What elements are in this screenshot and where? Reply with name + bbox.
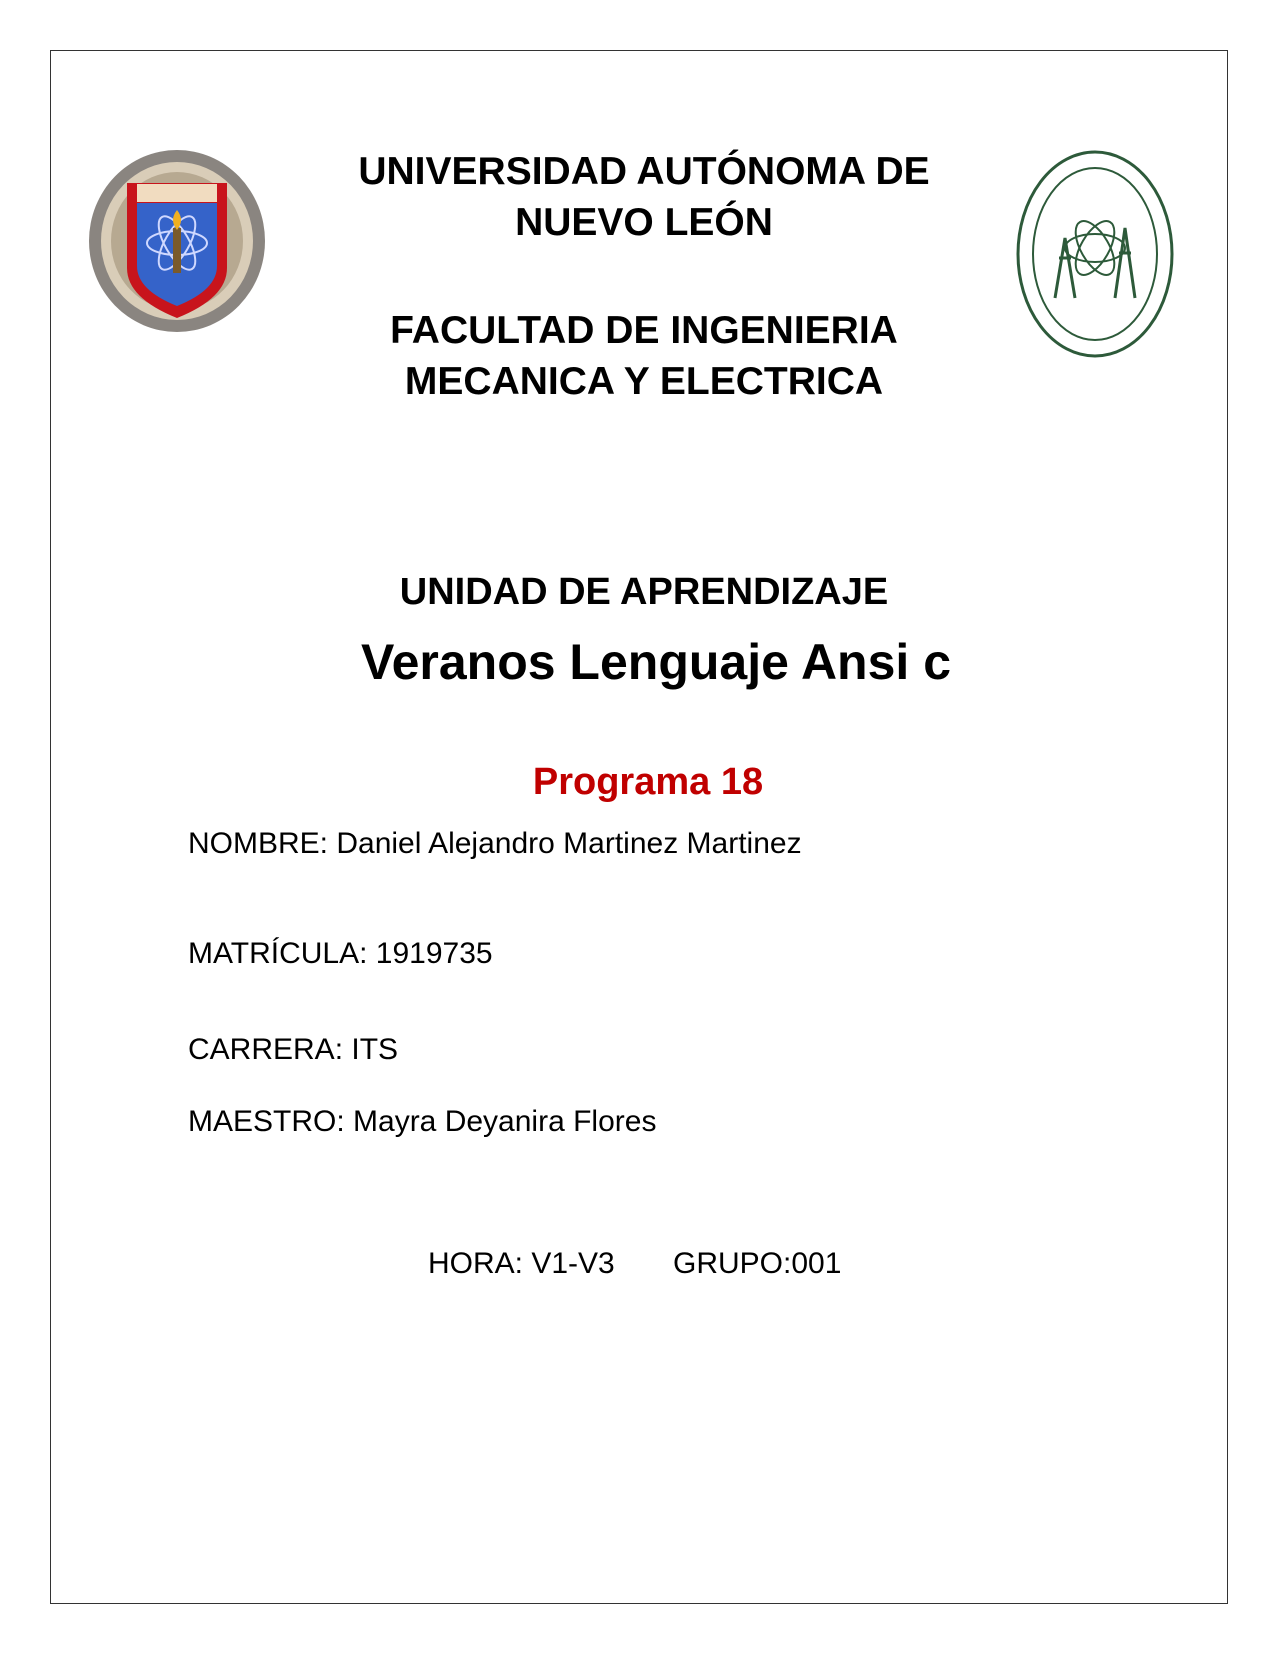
course-label: UNIDAD DE APRENDIZAJE	[399, 571, 889, 613]
matricula-field: MATRÍCULA: 1919735	[188, 937, 493, 970]
hora-field: HORA: V1-V3	[428, 1247, 615, 1280]
university-name-line2: NUEVO LEÓN	[515, 201, 773, 244]
nombre-field: NOMBRE: Daniel Alejandro Martinez Martinez	[188, 827, 802, 860]
maestro-field: MAESTRO: Mayra Deyanira Flores	[188, 1105, 657, 1138]
faculty-name-line2: MECANICA Y ELECTRICA	[404, 360, 884, 403]
program-title: Programa 18	[532, 761, 764, 803]
faculty-name-line1: FACULTAD DE INGENIERIA	[390, 309, 898, 352]
university-name-line1: UNIVERSIDAD AUTÓNOMA DE	[358, 150, 930, 193]
grupo-field: GRUPO:001	[673, 1247, 842, 1280]
course-name: Veranos Lenguaje Ansi c	[360, 634, 951, 690]
carrera-field: CARRERA: ITS	[188, 1033, 399, 1066]
